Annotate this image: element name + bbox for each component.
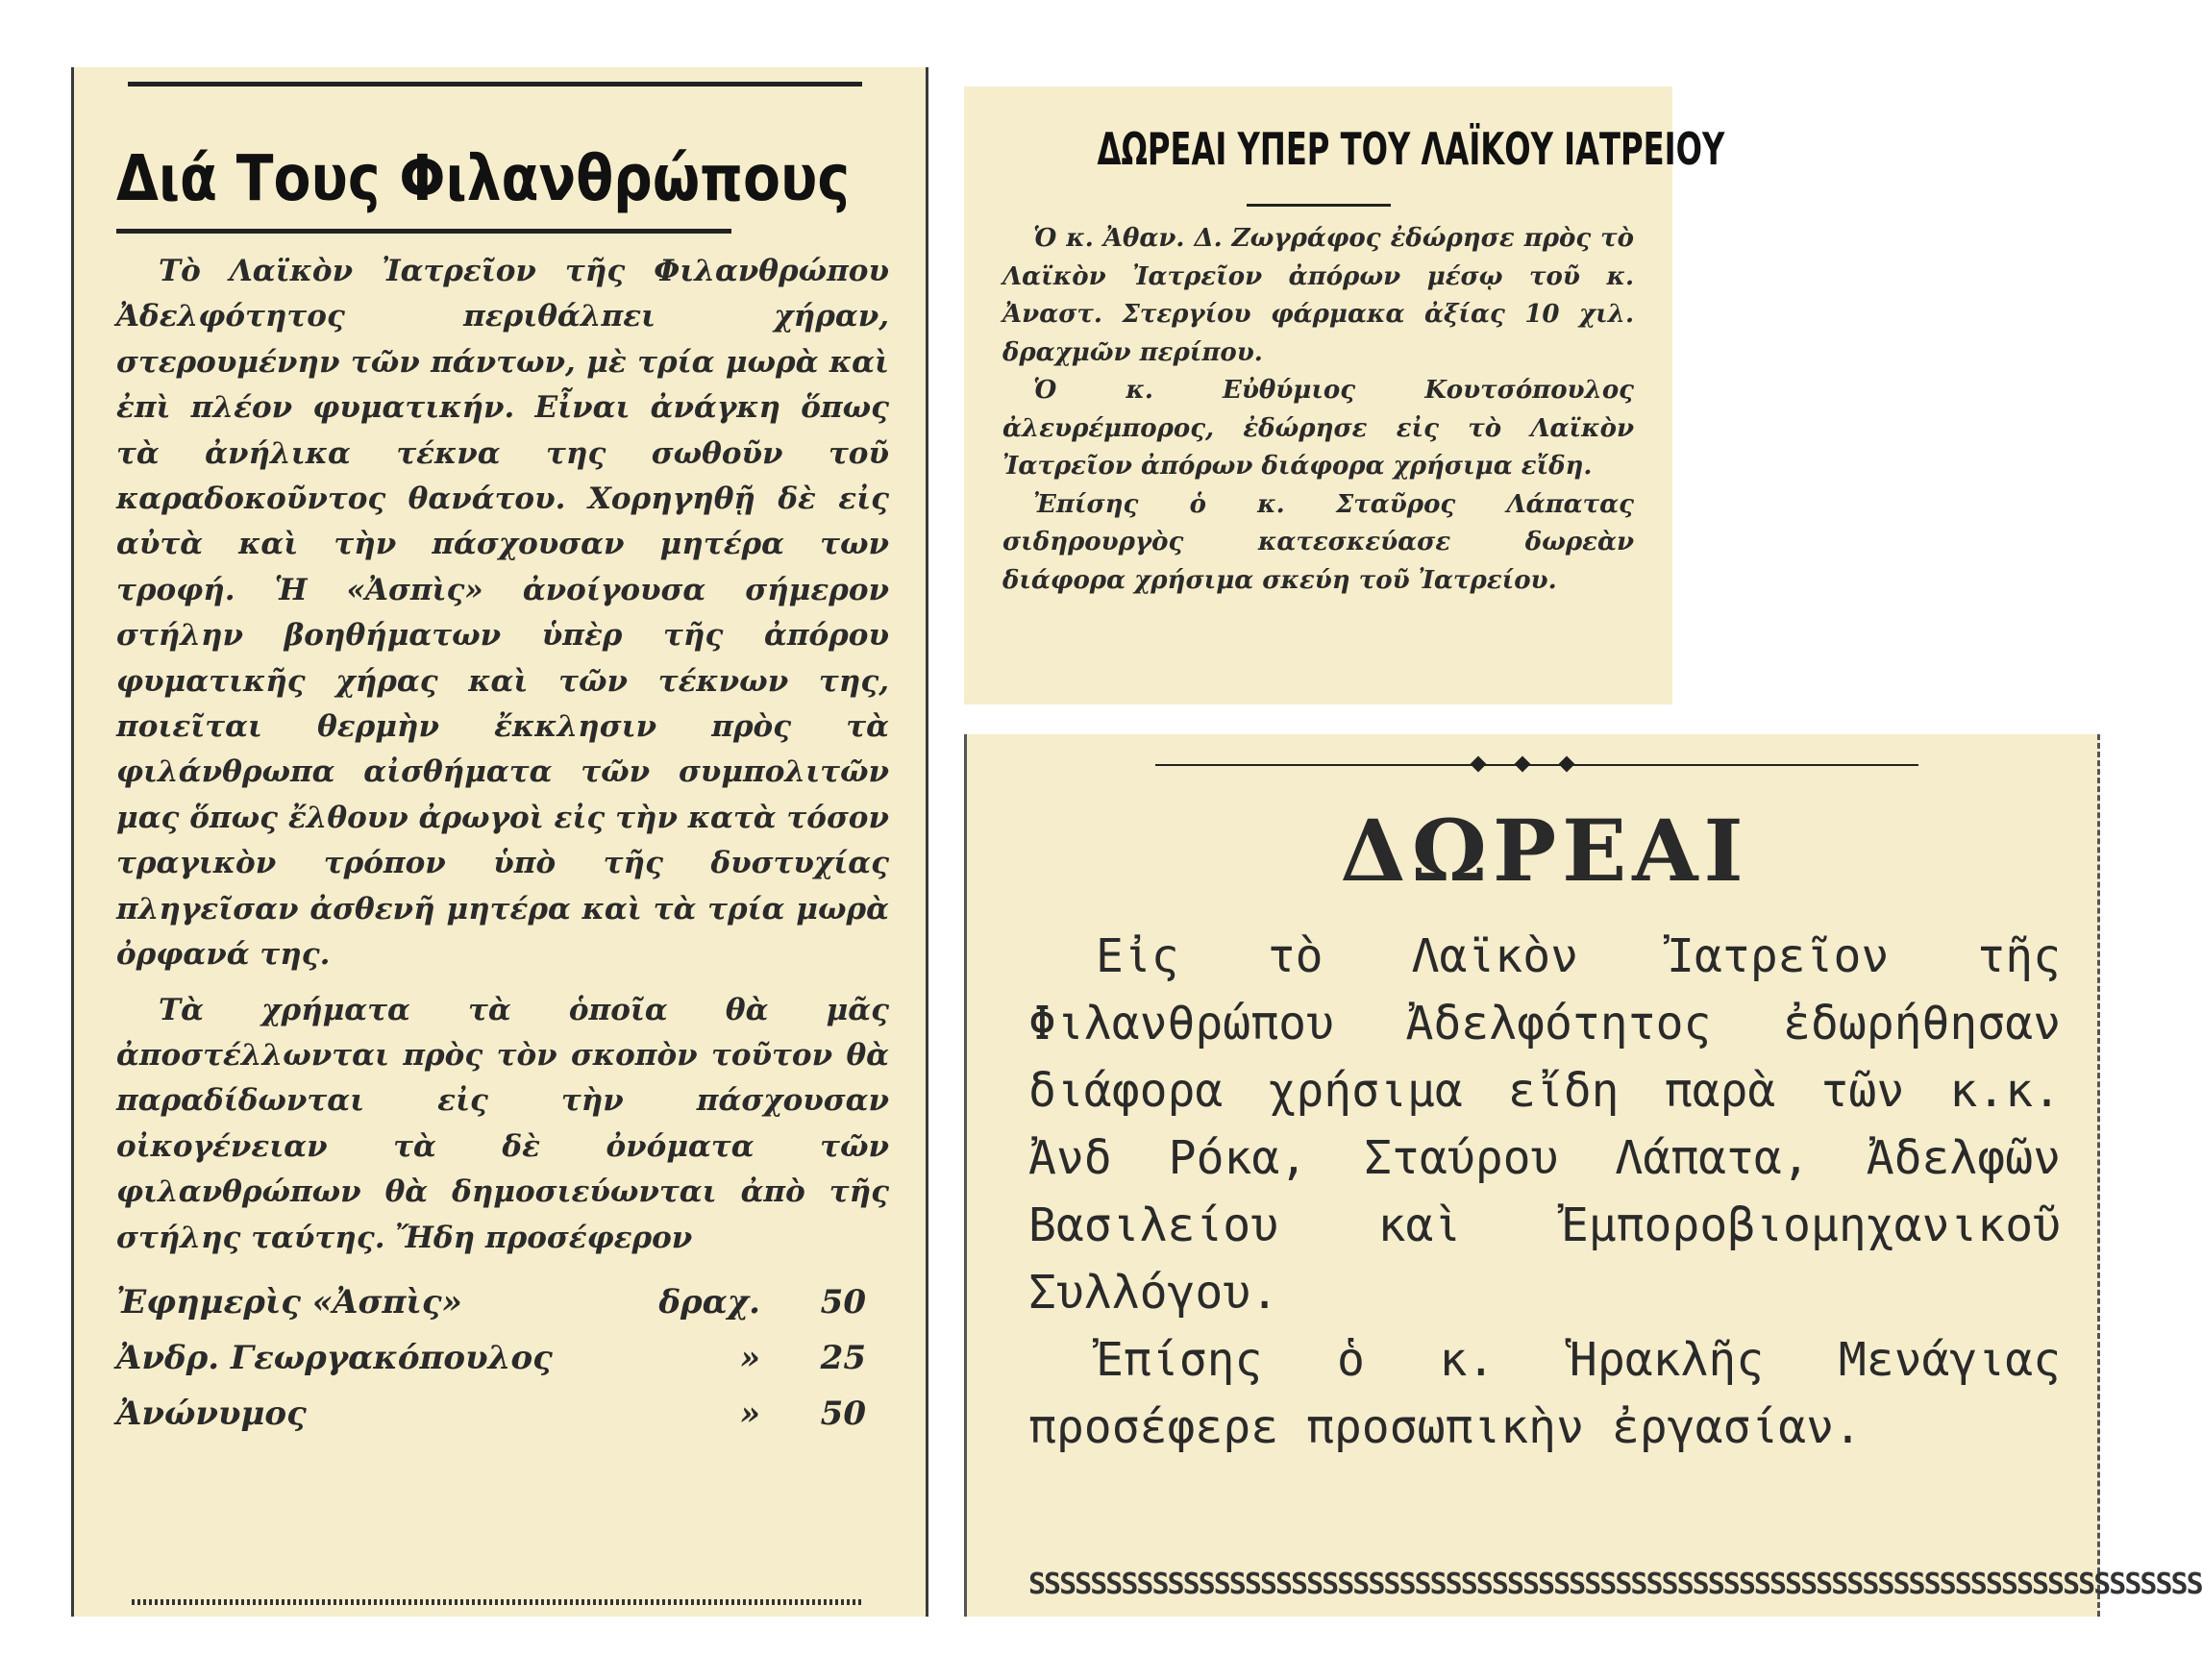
donor-name: Ἀνδρ. Γεωργακόπουλος (116, 1338, 553, 1377)
donation-paragraph: Ἐπίσης ὁ κ. Ἡρακλῆς Μενάγιας προσέφερε προσωπικὴν ἐργασίαν. (1028, 1333, 2061, 1454)
donation-paragraph: Ἐπίσης ὁ κ. Σταῦρος Λάπατας σιδηρουργὸς κατεσκεύασε δωρεὰν διάφορα χρήσιμα σκεύη τοῦ Ἰατρείου. (1002, 489, 1634, 595)
donor-unit: » (739, 1338, 760, 1377)
donation-paragraph: Ὁ κ. Ἀθαν. Δ. Ζωγράφος ἐδώρησε πρὸς τὸ Λαϊκὸν Ἰατρεῖον ἀπόρων μέσῳ τοῦ κ. Ἀναστ. Στεργίου φάρμακα ἀξίας 10 χιλ. δραχμῶν περίπου. (1002, 224, 1634, 367)
headline: Διά Τους Φιλανθρώπους (116, 141, 851, 215)
headline: ΔΩΡΕΑΙ (1340, 801, 1749, 901)
appeal-paragraph: Τὸ Λαϊκὸν Ἰατρεῖον τῆς Φιλανθρώπου Ἀδελφότητος περιθάλπει χήραν, στερουμένην τῶν πάντων, μὲ τρία μωρὰ καὶ ἐπὶ πλέον φυματικήν. Εἶναι ἀνάγκη ὅπως τὰ ἀνήλικα τέκνα της σωθοῦν τοῦ καραδοκοῦντος θανάτου. Χορηγηθῇ δὲ εἰς αὐτὰ καὶ τὴν πάσχουσαν μητέρα των τροφή. Ἡ «Ἀσπὶς» ἀνοίγουσα σήμερον στήλην βοηθήματων ὑπὲρ τῆς ἀπόρου φυματικῆς χήρας καὶ τῶν τέκνων της, ποιεῖται θερμὴν ἔκκλησιν πρὸς τὰ φιλάνθρωπα αἰσθήματα τῶν συμπολιτῶν μας ὅπως ἔλθουν ἀρωγοὶ εἰς τὴν κατὰ τόσον τραγικὸν τρόπον ὑπὸ τῆς δυστυχίας πληγεῖσαν ἀσθενῆ μητέρα καὶ τὰ τρία μωρὰ ὀρφανά της. (116, 254, 889, 973)
donor-row (116, 1386, 866, 1442)
donor-unit: » (739, 1394, 760, 1433)
top-rule (128, 82, 862, 86)
donor-name: Ἀνώνυμος (116, 1394, 307, 1433)
donor-amount: 25 (820, 1338, 866, 1377)
meander-border: SSSSSSSSSSSSSSSSSSSSSSSSSSSSSSSSSSSSSSSSSSSSSSSSSSSSSSSSSSSSSSSSSSSSSSSSSSSS (1028, 1568, 2202, 1601)
clipping-appeal (71, 67, 928, 1617)
ornamental-rule (1155, 761, 1918, 769)
headline: ΔΩΡΕΑΙ ΥΠΕΡ ΤΟΥ ΛΑΪΚΟΥ ΙΑΤΡΕΙΟΥ (1097, 123, 1725, 175)
bottom-dotted-rule (132, 1599, 862, 1605)
donor-list (116, 1274, 866, 1442)
donor-amount: 50 (820, 1394, 866, 1433)
donor-unit: δραχ. (658, 1282, 760, 1322)
donation-paragraph: Ὁ κ. Εὐθύμιος Κουτσόπουλος ἀλευρέμπορος, ἐδώρησε εἰς τὸ Λαϊκὸν Ἰατρεῖον ἀπόρων διάφορα χρήσιμα εἴδη. (1002, 376, 1634, 481)
clipping-donations (964, 734, 2202, 1617)
headline-underline (116, 229, 731, 234)
donor-amount: 50 (820, 1282, 866, 1322)
funds-paragraph: Τὰ χρήματα τὰ ὁποῖα θὰ μᾶς ἀποστέλλωνται πρὸς τὸν σκοπὸν τοῦτον θὰ παραδίδωνται εἰς τὴν πάσχουσαν οἰκογένειαν τὰ δὲ ὀνόματα τῶν φιλανθρώπων θὰ δημοσιεύωνται ἀπὸ τῆς στήλης ταύτης. Ἤδη προσέφερον (116, 992, 889, 1255)
headline-underline (1247, 204, 1391, 207)
donor-name: Ἐφημερὶς «Ἀσπὶς» (116, 1282, 462, 1322)
donor-row (116, 1274, 866, 1330)
donation-paragraph: Εἰς τὸ Λαϊκὸν Ἰατρεῖον τῆς Φιλανθρώπου Ἀδελφότητος ἐδωρήθησαν διάφορα χρήσιμα εἴδη παρὰ τῶν κ.κ. Ἀνδ Ρόκα, Σταύρου Λάπατα, Ἀδελφῶν Βασιλείου καὶ Ἐμποροβιομηχανικοῦ Συλλόγου. (1028, 929, 2061, 1320)
clipping-donations-clinic (964, 86, 1725, 704)
donor-row (116, 1330, 866, 1386)
